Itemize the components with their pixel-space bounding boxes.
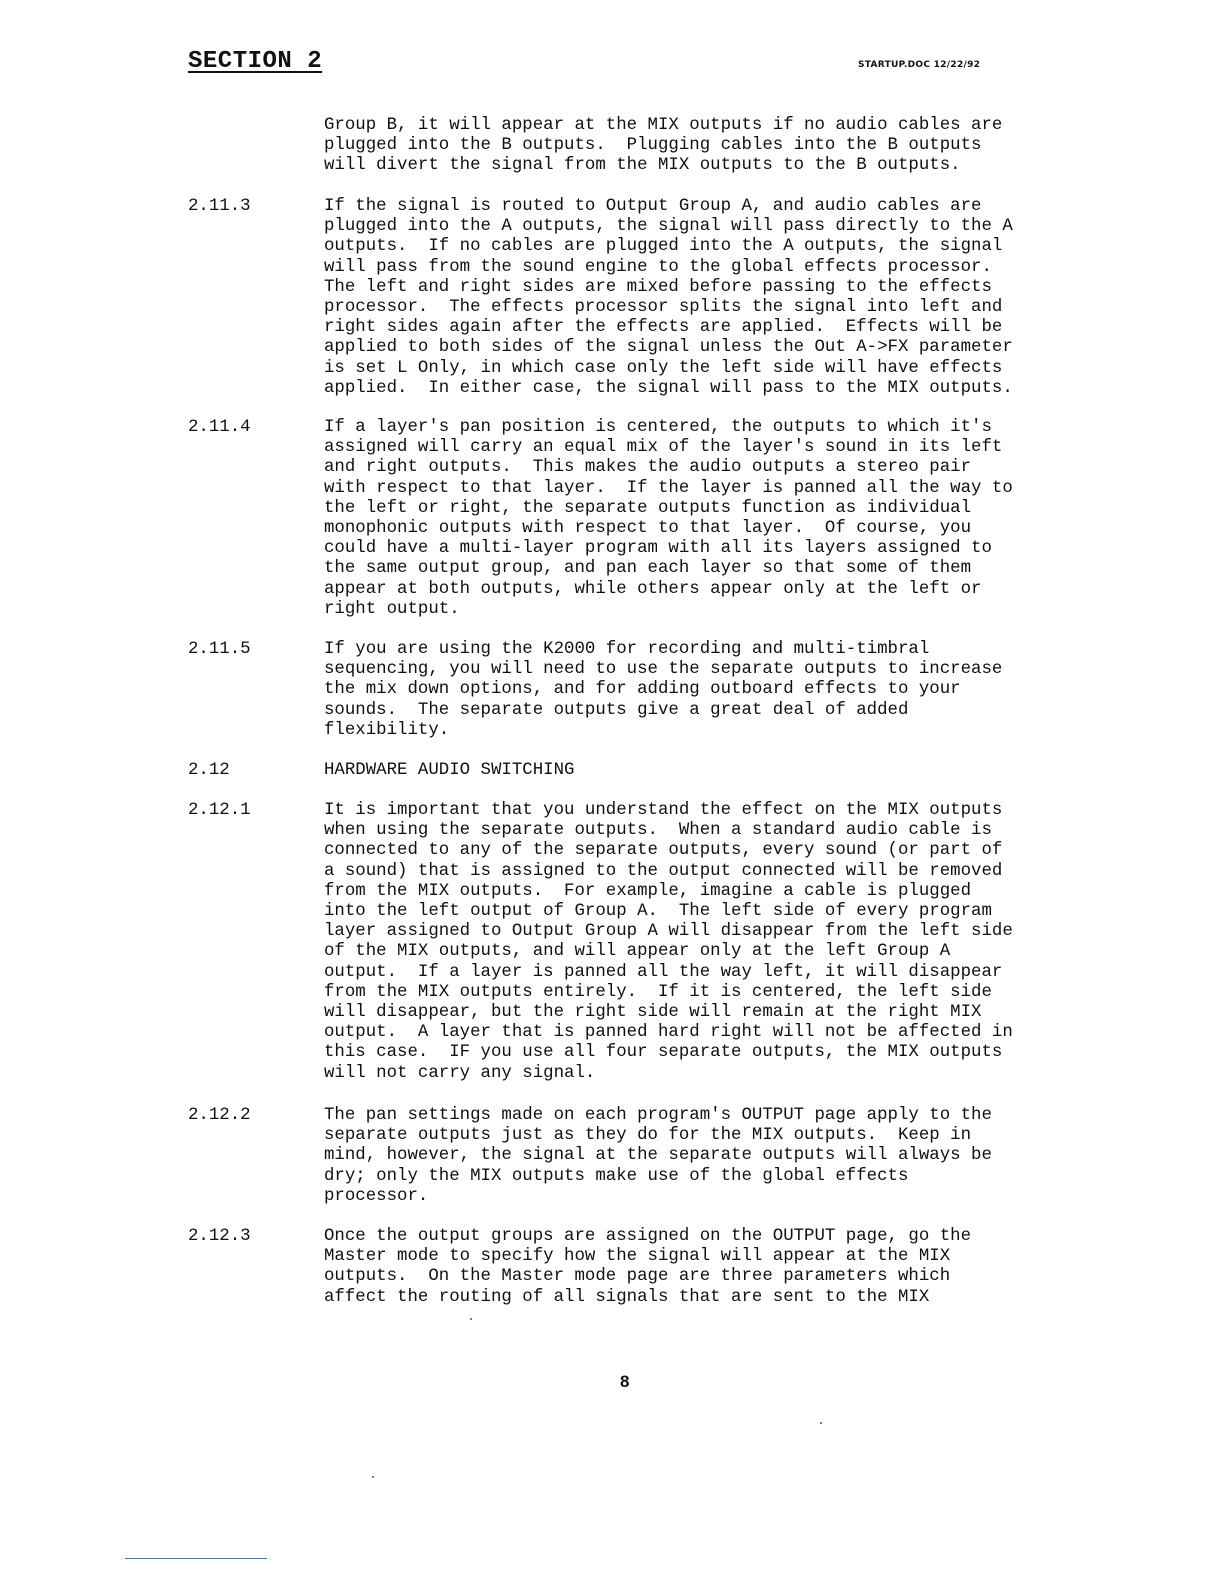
paragraph-number: 2.12.1 bbox=[188, 801, 251, 820]
paragraph-text: If the signal is routed to Output Group A, and audio cables are plugged into the A outputs, the signal will pass directly to the A outputs. If no cables are plugged into the A outputs, the signal will pass from the sound engine to the global effects processor. The left and right sides are mixed before passing to the effects processor. The effects processor splits the signal into left and right sides again after the effects are applied. Effects will be applied to both sides of the signal unless the Out A->FX parameter is set L Only, in which case only the left side will have effects applied. In either case, the signal will pass to the MIX outputs. bbox=[324, 197, 1013, 398]
paragraph-number: 2.12.3 bbox=[188, 1227, 251, 1246]
paragraph-text: Group B, it will appear at the MIX outputs if no audio cables are plugged into the B outputs. Plugging cables into the B outputs will divert the signal from the MIX outputs to the B outputs. bbox=[324, 116, 1003, 176]
scan-speck bbox=[470, 1318, 472, 1320]
paragraph bbox=[188, 801, 1088, 1084]
paragraph bbox=[188, 640, 1088, 741]
paragraph-number: 2.12.2 bbox=[188, 1106, 251, 1125]
paragraph-text: HARDWARE AUDIO SWITCHING bbox=[324, 761, 575, 780]
footer-rule bbox=[125, 1558, 267, 1559]
paragraph bbox=[188, 116, 1088, 177]
file-stamp: STARTUP.DOC 12/22/92 bbox=[858, 60, 981, 70]
paragraph bbox=[188, 418, 1088, 620]
paragraph bbox=[188, 1227, 1088, 1308]
paragraph-number: 2.11.4 bbox=[188, 418, 251, 437]
paragraph-text: It is important that you understand the effect on the MIX outputs when using the separate outputs. When a standard audio cable is connected to any of the separate outputs, every sound (or part of a sound) that is assigned to the output connected will be removed from the MIX outputs. For example, imagine a cable is plugged into the left output of Group A. The left side of every program layer assigned to Output Group A will disappear from the left side of the MIX outputs, and will appear only at the left Group A output. If a layer is panned all the way left, it will disappear from the MIX outputs entirely. If it is centered, the left side will disappear, but the right side will remain at the right MIX output. A layer that is panned hard right will not be affected in this case. IF you use all four separate outputs, the MIX outputs will not carry any signal. bbox=[324, 801, 1013, 1083]
paragraph-text: If a layer's pan position is centered, the outputs to which it's assigned will carry an equal mix of the layer's sound in its left and right outputs. This makes the audio outputs a stereo pair with respect to that layer. If the layer is panned all the way to the left or right, the separate outputs function as individual monophonic outputs with respect to that layer. Of course, you could have a multi-layer program with all its layers assigned to the same output group, and pan each layer so that some of them appear at both outputs, while others appear only at the left or right output. bbox=[324, 418, 1013, 619]
paragraph-number: 2.11.5 bbox=[188, 640, 251, 659]
paragraph-number: 2.11.3 bbox=[188, 197, 251, 216]
paragraph-number: 2.12 bbox=[188, 761, 230, 780]
page-number: 8 bbox=[620, 1372, 630, 1391]
paragraph-text: If you are using the K2000 for recording and multi-timbral sequencing, you will need to use the separate outputs to increase the mix down options, and for adding outboard effects to your sounds. The separate outputs give a great deal of added flexibility. bbox=[324, 640, 1003, 740]
paragraph bbox=[188, 197, 1088, 399]
paragraph bbox=[188, 1106, 1088, 1207]
paragraph-text: Once the output groups are assigned on the OUTPUT page, go the Master mode to specify how the signal will appear at the MIX outputs. On the Master mode page are three parameters which affect the routing of all signals that are sent to the MIX bbox=[324, 1227, 972, 1307]
paragraph-text: The pan settings made on each program's OUTPUT page apply to the separate outputs just as they do for the MIX outputs. Keep in mind, however, the signal at the separate outputs will always be dry; only the MIX outputs make use of the global effects processor. bbox=[324, 1106, 992, 1206]
scan-speck bbox=[372, 1476, 374, 1478]
scan-speck bbox=[820, 1422, 822, 1424]
section-heading: SECTION 2 bbox=[188, 48, 323, 75]
subsection-heading bbox=[188, 761, 1088, 781]
